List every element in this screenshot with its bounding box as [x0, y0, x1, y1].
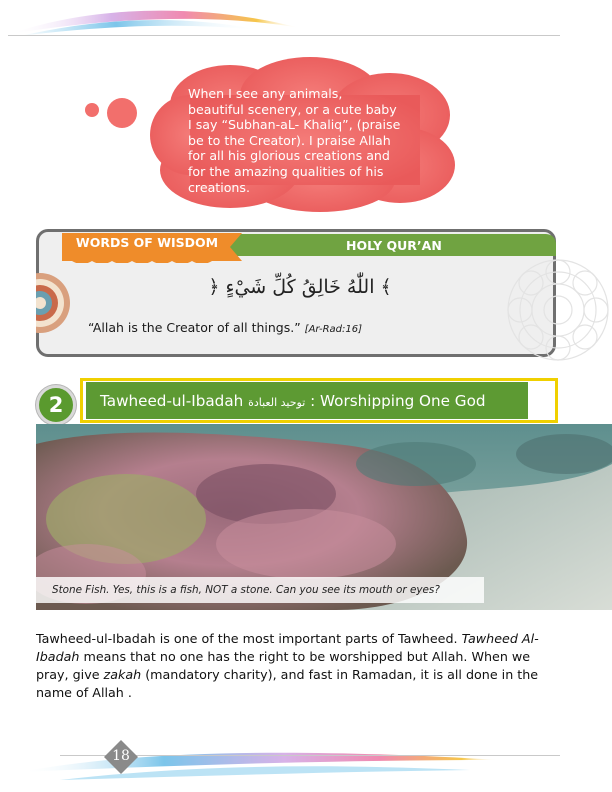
top-rule: [8, 35, 560, 36]
paragraph-italic-2: zakah: [103, 667, 142, 682]
paragraph-italic-1: Tawheed Al-Ibadah: [36, 631, 539, 664]
photo-caption: Stone Fish. Yes, this is a fish, NOT a stone. Can you see its mouth or eyes?: [52, 584, 440, 596]
words-of-wisdom-label: WORDS OF WISDOM: [75, 235, 219, 250]
quran-verse-arabic: ﴿ اللّٰهُ خَالِقُ كُلِّ شَيْءٍ ﴾: [208, 276, 392, 298]
body-paragraph: [36, 630, 564, 702]
holy-quran-label: HOLY QUR’AN: [346, 238, 442, 253]
section-title-en: Tawheed-ul-Ibadah: [100, 392, 244, 410]
quran-verse-translation: [88, 320, 508, 335]
top-swoosh-decoration: [0, 0, 612, 40]
page-number: 18: [112, 748, 130, 764]
bottom-swoosh-decoration: [0, 730, 612, 792]
paragraph-part-1: Tawheed-ul-Ibadah is one of the most important parts of Tawheed.: [36, 631, 462, 646]
thought-cloud-text: When I see any animals, beautiful scenery, or a cute baby I say “Subhan-aL- Khaliq”, (praise be to the Creator). I praise Allah for all his glorious creations and for the amazing qualities of his creations.: [188, 86, 401, 195]
section-number-badge: 2: [36, 385, 76, 425]
mandala-watermark-right: [498, 250, 612, 370]
section-title-ar: توحيد العبادة: [248, 396, 306, 409]
paragraph-part-3: (mandatory charity), and fast in Ramadan, it is all done in the name of Allah .: [36, 667, 539, 700]
translation-text: “Allah is the Creator of all things.”: [88, 320, 301, 335]
verse-reference: [Ar-Rad:16]: [304, 324, 363, 335]
section-title-rest: : Worshipping One God: [310, 392, 486, 410]
mandala-ornament-left: [36, 268, 76, 338]
paragraph-part-2: means that no one has the right to be worshipped but Allah. When we pray, give: [36, 649, 531, 682]
section-heading: [100, 392, 530, 410]
